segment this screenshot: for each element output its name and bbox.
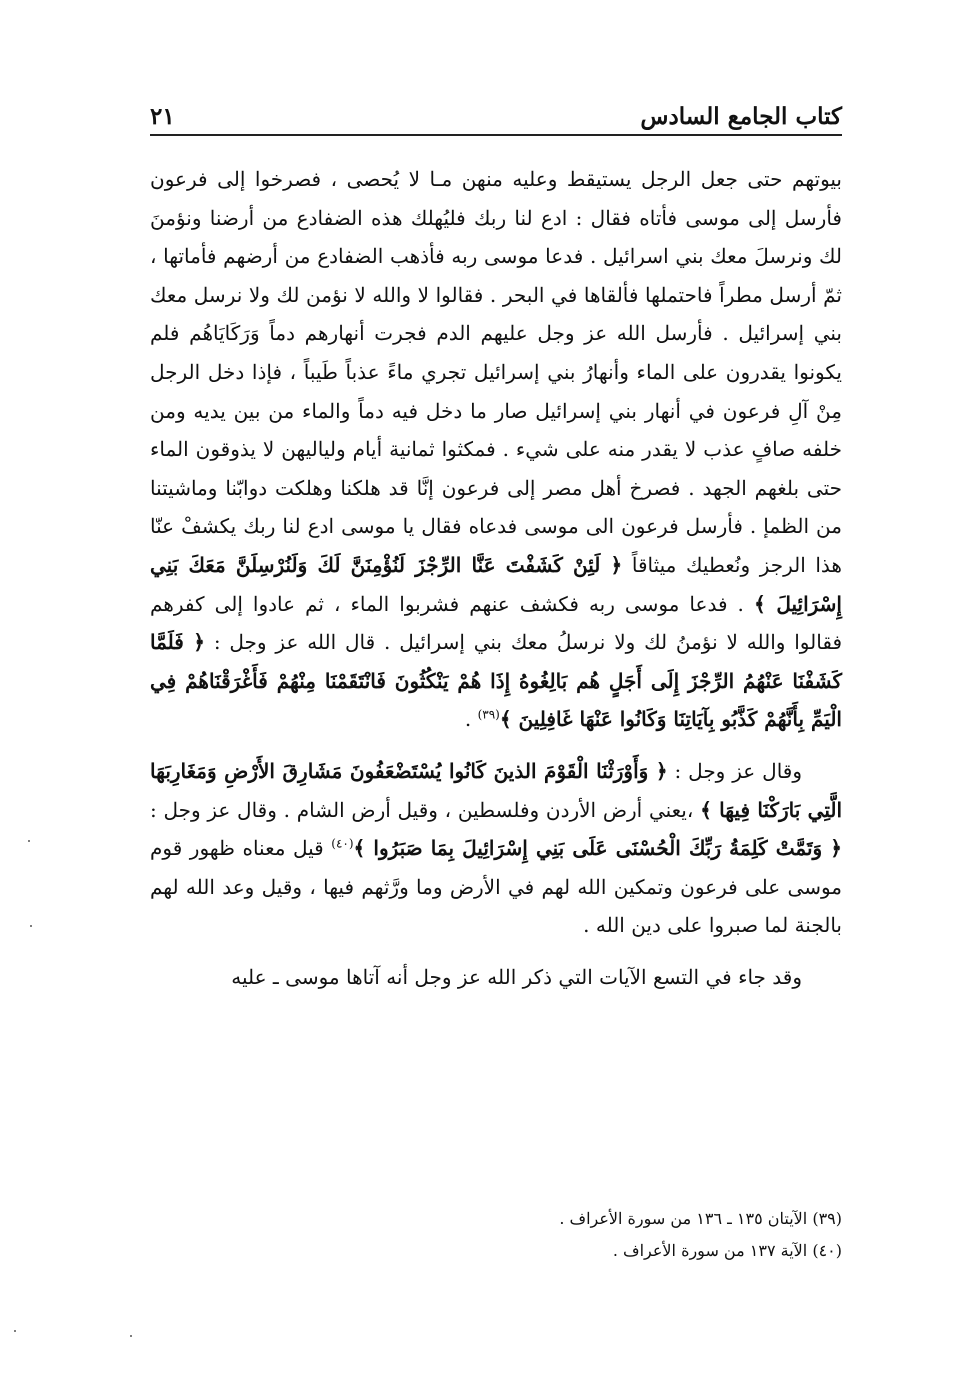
footnote: (٤٠) الآية ١٣٧ من سورة الأعراف . bbox=[612, 1241, 842, 1260]
page-header bbox=[150, 98, 842, 130]
body-text: ،يعني أرض الأردن وفلسطين ، وقيل أرض الشام . وقال عز وجل : bbox=[150, 797, 694, 822]
body-text: . فدعا موسى ربه فكشف عنهم فشربوا الماء ، ثم عادوا إلى كفرهم فقالوا والله لا نؤمنُ لك ولا نرسلُ معك بني إسرائيل . قال الله عز وجل : bbox=[150, 591, 843, 655]
footnote: (٣٩) الآيتان ١٣٥ ـ ١٣٦ من سورة الأعراف . bbox=[559, 1209, 842, 1228]
body-text: . bbox=[464, 707, 472, 732]
book-title: كتاب الجامع السادس bbox=[640, 103, 842, 130]
quran-verse: ﴿ وَتَمَّتْ كَلِمَةُ رَبِّكَ الْحُسْنَى عَلَى بَنِي إِسْرَائِيلَ بِمَا صَبَرُوا ﴾ bbox=[353, 836, 843, 861]
body-paragraph bbox=[150, 958, 842, 997]
quran-verse: ﴿ وَأَوْرَثْنَا الْقَوْمَ الذينَ كَانُوا يُسْتَضْعَفُونَ مَشَارِقَ الأَرْضِ وَمَغَارِبَهَا الَّتِي بَارَكْنَا فِيهَا ﴾ bbox=[150, 758, 843, 822]
body-text: قيل معناه ظهور قوم موسى على فرعون وتمكين الله لهم في الأرض وما ورَّثهم فيها ، وقيل وعد الله لهم بالجنة لما صبروا على دين الله . bbox=[150, 836, 842, 938]
quran-verse: ﴿ فَلَمَّا كَشَفْنَا عَنْهُمُ الرِّجْزَ إِلَى أَجَلٍ هُم بَالِغُوهُ إِذَا هُمْ يَنْكُثُونَ فَانْتَقَمْنَا مِنْهُمْ فَأَغْرَقْنَاهُمْ فِي الْيَمِّ بِأَنَّهُمْ كَذَّبُو بِآيَاتِنَا وَكَانُوا عَنْهَا غَافِلِينَ ﴾ bbox=[150, 630, 842, 732]
scan-speck bbox=[30, 925, 32, 927]
footnotes bbox=[150, 1203, 842, 1267]
footnote-marker: (٤٠) bbox=[331, 836, 354, 851]
footnote-marker: (٣٩) bbox=[477, 707, 500, 722]
body-text: بيوتهم حتى جعل الرجل يستيقط وعليه منهن مـا لا يُحصى ، فصرخوا إلى فرعون فأرسل إلى موسى فأتاه فقال : ادع لنا ربك فليُهلك هذه الضفادع من أرضنا ونؤمنَ لك ونرسلَ معك بني اسرائيل . فدعا موسى ربه فأذهب الضفادع من أرضهم فأماتها ، ثمّ أرسل مطراً فاحتملها فألقاها في البحر . فقالوا لا والله لا نؤمن لك ولا نرسل معك بني إسرائيل . فأرسل الله عز وجل عليهم الدم فجرت أنهارهم دماً وَرَكَايَاهُم فلم يكونوا يقدرون على الماء وأنهارُ بني إسرائيل تجري ماءً عذباً طَيباً ، فإذا دخل الرجل مِنْ آلِ فرعون في أنهار بني إسرائيل صار ما دخل فيه دماً والماء من بين يديه ومن خلفه صافٍ عذب لا يقدر منه على شيء . فمكثوا ثمانية أيام ولياليهن لا يذوقون الماء حتى بلغهم الجهد . فصرخ أهل مصر إلى فرعون إنَّا قد هلكنا وهلكت دوابّنا وماشيتنا من الظمإ . فأرسل فرعون الى موسى فدعاه فقال يا موسى ادع لنا ربك يكشفْ عنّا هذا الرجز ونُعطيك ميثاقاً bbox=[150, 167, 842, 577]
body-paragraph bbox=[150, 160, 842, 739]
quran-verse: ﴿ لَئِنْ كَشَفْتَ عَنَّا الرِّجْزَ لَنُؤْمِنَنَّ لَكَ وَلَنُرْسِلَنَّ مَعَكَ بَنِي إِسْرَائِيلَ ﴾ bbox=[150, 552, 842, 616]
body-text: وقد جاء في التسع الآيات التي ذكر الله عز وجل أنه آتاها موسى ـ عليه bbox=[231, 964, 802, 989]
page-body bbox=[150, 160, 842, 996]
scan-speck bbox=[130, 1335, 132, 1337]
body-paragraph bbox=[150, 752, 842, 945]
body-text: وقال عز وجل : bbox=[674, 758, 803, 783]
scan-speck bbox=[28, 840, 30, 842]
header-rule bbox=[150, 134, 842, 136]
page-number: ٢١ bbox=[150, 103, 175, 130]
scan-speck bbox=[14, 1330, 16, 1332]
